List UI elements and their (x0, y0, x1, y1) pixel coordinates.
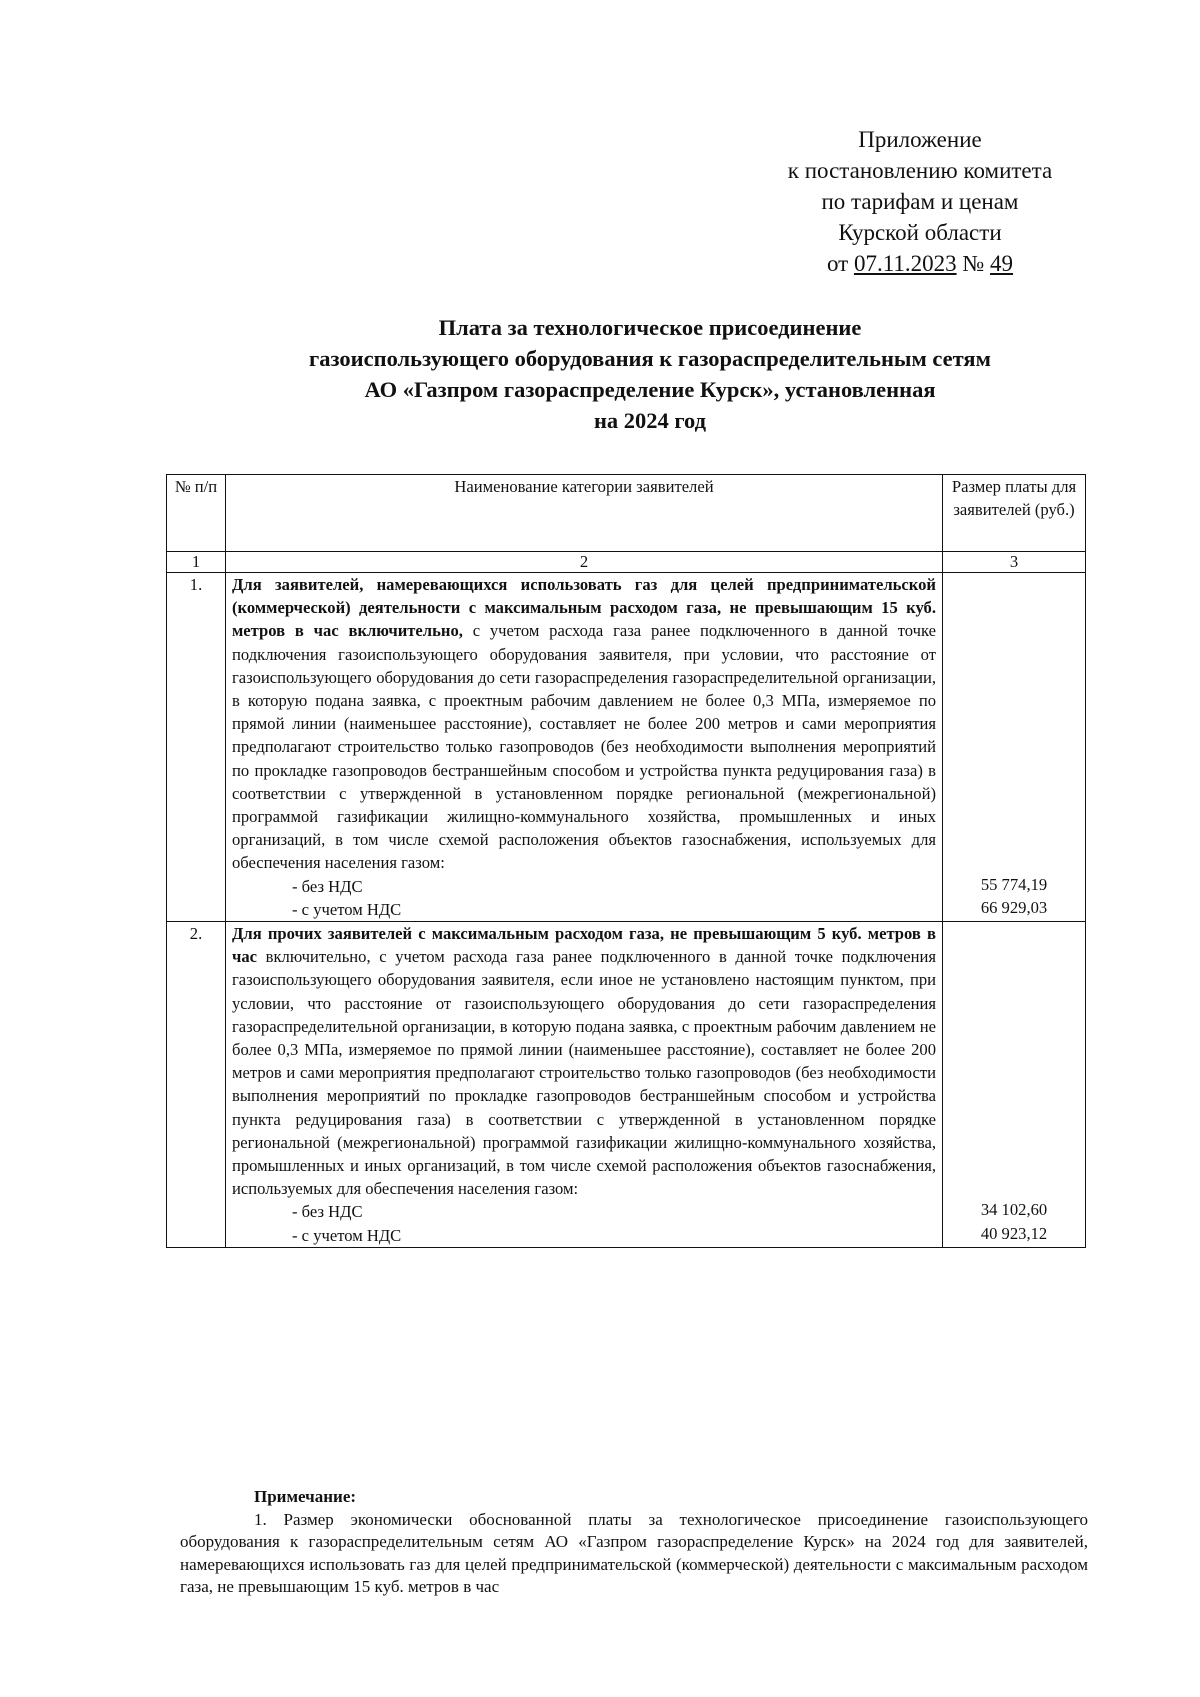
table-row (167, 573, 1086, 922)
label-with-vat: - с учетом НДС (292, 899, 402, 919)
resolution-date: 07.11.2023 (853, 251, 957, 276)
column-number: 3 (943, 552, 1086, 573)
date-prefix: от (826, 251, 854, 276)
note-paragraph: 1. Размер экономически обоснованной платы за технологическое присоединение газоиспользующего оборудования к газораспределительным сетям АО «Газпром газораспределение Курск» на 2024 год для заявителей, намеревающихся использовать газ для целей предпринимательской (коммерческой) деятельности с максимальным расходом газа, не превышающим 15 куб. метров в час (180, 1509, 1088, 1597)
column-numbers-row (167, 552, 1086, 573)
row-number: 1. (167, 573, 226, 922)
value-no-vat: 55 774,19 (980, 874, 1048, 894)
header-num: № п/п (167, 475, 226, 552)
title-line: газоиспользующего оборудования к газораспределительным сетям (309, 346, 991, 371)
appendix-line: к постановлению комитета (787, 158, 1053, 183)
row-bold-text: Для прочих заявителей с максимальным расходом газа, не превышающим 5 куб. метров в час (232, 924, 936, 967)
appendix-block (720, 124, 1120, 279)
column-number: 2 (226, 552, 943, 573)
document-title (200, 312, 1100, 436)
row-values (943, 573, 1086, 922)
column-number: 1 (167, 552, 226, 573)
tariff-table (166, 474, 1086, 1248)
row-description (226, 573, 943, 922)
label-with-vat: - с учетом НДС (292, 1225, 402, 1245)
appendix-date-line (720, 248, 1120, 279)
label-no-vat: - без НДС (292, 876, 363, 896)
row-text: включительно, с учетом расхода газа ранее подключенного в данной точке подключения газоиспользующего оборудования заявителя, если иное не установлено настоящим пунктом, при условии, что расстояние от газоиспользующего оборудования до сети газораспределения газораспределительной организации, в которую подана заявка, с проектным рабочим давлением не более 0,3 МПа, измеряемое по прямой линии (наименьшее расстояние), составляет не более 200 метров и сами мероприятия предполагают строительство только газопроводов (без необходимости выполнения мероприятий по прокладке газопроводов бестраншейным способом и устройства пункта редуцирования газа) в соответствии с утвержденной в установленном порядке региональной (межрегиональной) программой газификации жилищно-коммунального хозяйства, промышленных и иных организаций, в том числе схемой расположения объектов газоснабжения, используемых для обеспечения населения газом: (232, 947, 936, 1199)
resolution-number: 49 (990, 251, 1014, 276)
value-no-vat: 34 102,60 (980, 1200, 1048, 1220)
number-prefix: № (956, 251, 991, 276)
row-bold-text: Для заявителей, намеревающихся использовать газ для целей предпринимательской (коммерческой) деятельности с максимальным расходом газа, не превышающим 15 куб. метров в час включительно, (232, 575, 936, 641)
header-fee: Размер платы для заявителей (руб.) (943, 475, 1086, 552)
row-values (943, 922, 1086, 1248)
row-text: с учетом расхода газа ранее подключенного в данной точке подключения газоиспользующего оборудования заявителя, при условии, что расстояние от газоиспользующего оборудования до сети газораспределения газораспределительной организации, в которую подана заявка, с проектным рабочим давлением не более 0,3 МПа, измеряемое по прямой линии (наименьшее расстояние), составляет не более 200 метров и сами мероприятия предполагают строительство только газопроводов (без необходимости выполнения мероприятий по прокладке газопроводов бестраншейным способом и устройства пункта редуцирования газа) в соответствии с утвержденной в установленном порядке региональной (межрегиональной) программой газификации жилищно-коммунального хозяйства, промышленных и иных организаций, в том числе схемой расположения объектов газоснабжения, используемых для обеспечения населения газом: (232, 621, 936, 873)
note-heading: Примечание: (254, 1487, 357, 1506)
title-line: АО «Газпром газораспределение Курск», установленная (364, 377, 936, 402)
appendix-line: по тарифам и ценам (821, 189, 1019, 214)
label-no-vat: - без НДС (292, 1202, 363, 1222)
header-name: Наименование категории заявителей (226, 475, 943, 552)
title-line: Плата за технологическое присоединение (438, 315, 862, 340)
value-with-vat: 66 929,03 (980, 897, 1048, 917)
row-number: 2. (167, 922, 226, 1248)
appendix-line: Приложение (858, 127, 982, 152)
appendix-line: Курской области (838, 220, 1002, 245)
row-description (226, 922, 943, 1248)
title-line: на 2024 год (593, 408, 707, 433)
value-with-vat: 40 923,12 (980, 1223, 1048, 1243)
note-block (180, 1486, 1088, 1599)
table-header-row (167, 475, 1086, 552)
table-row (167, 922, 1086, 1248)
